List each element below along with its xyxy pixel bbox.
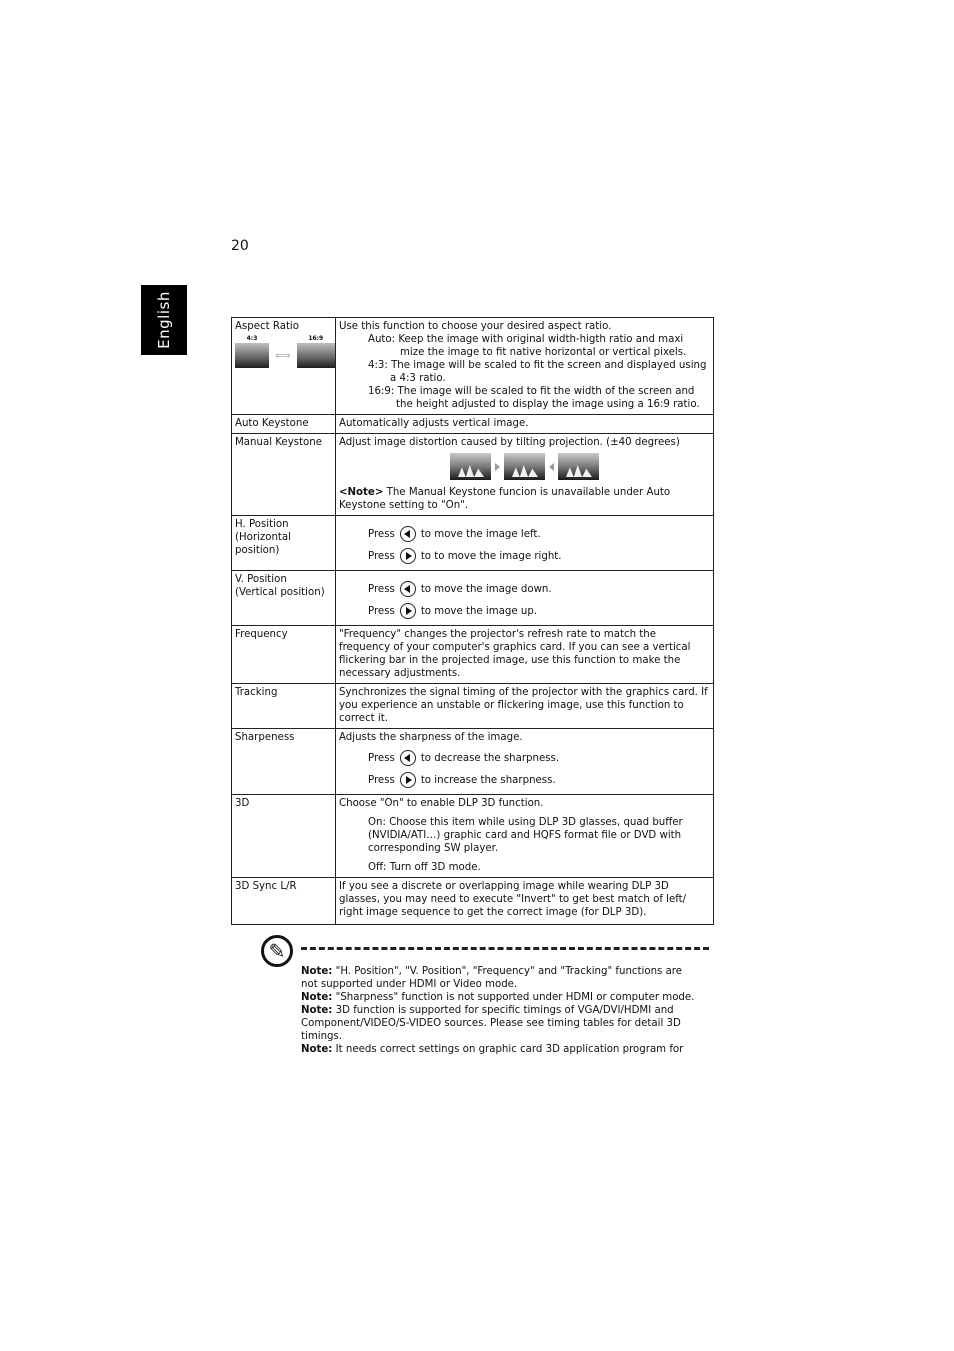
note-item: Note: "Sharpness" function is not supported under HDMI or computer mode. [301,992,695,1003]
description-text: Automatically adjusts vertical image. [336,415,714,434]
note-item: Note: "H. Position", "V. Position", "Frequency" and "Tracking" functions are not supported under HDMI or Video mode. [301,966,683,990]
page-number: 20 [231,238,249,254]
caption-16-9: 16:9 [308,335,324,342]
row-description-cell [336,729,714,795]
row-label: 3D [232,795,336,878]
keystone-image-3 [558,453,599,480]
option-16-9: 16:9: The image will be scaled to fit the width of the screen and the height adjusted to display the image using a 16:9 ratio. [368,386,700,410]
dotted-divider [301,947,709,950]
row-label: Aspect Ratio [235,321,299,332]
row-description-cell [336,318,714,415]
note-pen-icon: ✎ [261,935,293,967]
description-text: Choose "On" to enable DLP 3D function. [339,798,544,809]
description-text: Use this function to choose your desired aspect ratio. [339,321,612,332]
press-decrease-line: Press to decrease the sharpness. [339,747,710,769]
row-description-cell [336,434,714,516]
language-tab-label: English [155,291,174,349]
option-off: Off: Turn off 3D mode. [368,862,481,873]
left-arrow-button-icon [400,750,416,766]
double-arrow-icon: ⟺ [275,349,291,362]
row-label: V. Position (Vertical position) [232,571,336,626]
table-row [232,434,714,516]
right-arrow-button-icon [400,548,416,564]
keystone-image-1 [450,453,491,480]
notes-block [301,965,696,1056]
description-text: If you see a discrete or overlapping image while wearing DLP 3D glasses, you may need to execute "Invert" to get best match of left/ right image sequence to get the correct image (for DLP 3D). [336,878,714,925]
table-row [232,729,714,795]
row-label: 3D Sync L/R [232,878,336,925]
press-right-line: Press to to move the image right. [339,545,710,567]
row-description-cell [336,795,714,878]
keystone-note: <Note> The Manual Keystone funcion is unavailable under Auto Keystone setting to "On". [339,487,671,511]
press-increase-line: Press to increase the sharpness. [339,769,710,791]
left-arrow-button-icon [400,526,416,542]
arrow-left-icon [549,463,554,471]
keystone-image-2 [504,453,545,480]
description-text: Synchronizes the signal timing of the projector with the graphics card. If you experience an unstable or flickering image, use this function to correct it. [336,684,714,729]
table-row [232,795,714,878]
table-row [232,516,714,571]
row-description-cell [336,516,714,571]
table-row [232,684,714,729]
image-4-3-thumbnail [235,343,269,368]
option-auto: Auto: Keep the image with original width-higth ratio and maxi mize the image to fit native horizontal or vertical pixels. [368,334,687,358]
note-item: Note: It needs correct settings on graphic card 3D application program for [301,1044,684,1055]
row-label: Manual Keystone [232,434,336,516]
right-arrow-button-icon [400,772,416,788]
left-arrow-button-icon [400,581,416,597]
right-arrow-button-icon [400,603,416,619]
press-down-line: Press to move the image down. [339,578,710,600]
description-text: Adjusts the sharpness of the image. [339,732,523,743]
row-label: Auto Keystone [232,415,336,434]
row-label-cell [232,318,336,415]
row-label: Tracking [232,684,336,729]
row-description-cell [336,571,714,626]
note-item: Note: 3D function is supported for specific timings of VGA/DVI/HDMI and Component/VIDEO/S-VIDEO sources. Please see timing tables for detail 3D timings. [301,1005,681,1042]
table-row [232,878,714,925]
table-row [232,318,714,415]
keystone-figure [339,453,710,480]
press-up-line: Press to move the image up. [339,600,710,622]
option-4-3: 4:3: The image will be scaled to fit the screen and displayed using a 4:3 ratio. [368,360,707,384]
table-row [232,415,714,434]
caption-4-3: 4:3 [246,335,258,342]
row-label: Frequency [232,626,336,684]
description-text: "Frequency" changes the projector's refresh rate to match the frequency of your computer's graphics card. If you can see a vertical flickering bar in the projected image, use this function to make the necessary adjustments. [336,626,714,684]
option-on: On: Choose this item while using DLP 3D glasses, quad buffer (NVIDIA/ATI…) graphic card and HQFS format file or DVD with corresponding SW player. [368,817,683,854]
description-text: Adjust image distortion caused by tilting projection. (±40 degrees) [339,437,680,448]
settings-table [231,317,714,925]
image-16-9-thumbnail [297,343,335,368]
press-left-line: Press to move the image left. [339,523,710,545]
table-row [232,626,714,684]
row-label: Sharpeness [232,729,336,795]
row-label: H. Position (Horizontal position) [232,516,336,571]
language-tab [141,285,187,355]
table-row [232,571,714,626]
aspect-ratio-figure [235,335,332,368]
arrow-right-icon [495,463,500,471]
